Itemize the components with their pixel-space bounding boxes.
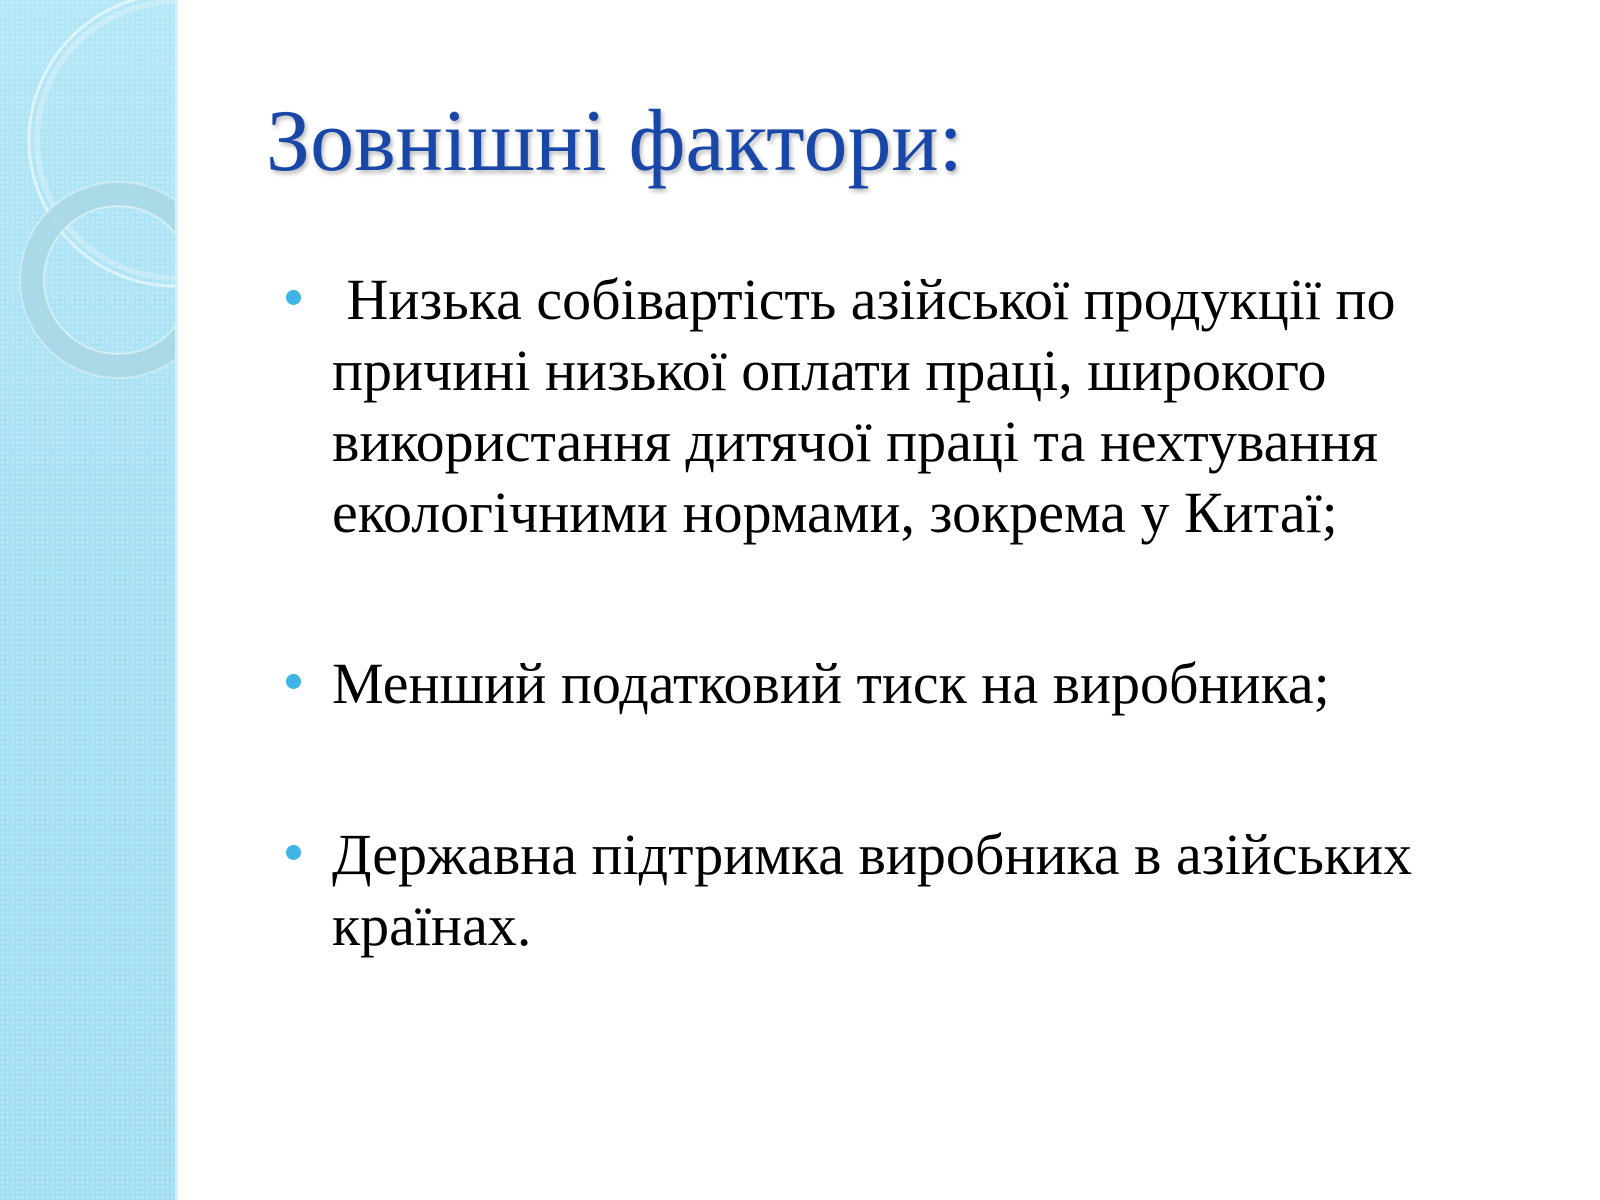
bullet-text: Менший податковий тиск на виробника; — [332, 651, 1330, 716]
bullet-item-tax-pressure — [286, 648, 1516, 719]
bullet-list — [286, 264, 1516, 961]
bullet-dot-icon — [286, 290, 301, 305]
bullet-dot-icon — [286, 674, 301, 689]
bullet-item-state-support — [286, 819, 1516, 961]
side-decoration-panel — [0, 0, 178, 1200]
bullet-dot-icon — [286, 845, 301, 860]
ring-decoration-icon — [0, 0, 178, 420]
slide-title: Зовнішні фактори: — [266, 93, 963, 190]
bullet-text: Низька собівартість азійської продукції по причині низької оплати праці, широкого використання дитячої праці та нехтування екологічними нормами, зокрема у Китаї; — [332, 267, 1411, 545]
bullet-item-low-cost — [286, 264, 1516, 548]
bullet-text: Державна підтримка виробника в азійських країнах. — [332, 822, 1413, 958]
